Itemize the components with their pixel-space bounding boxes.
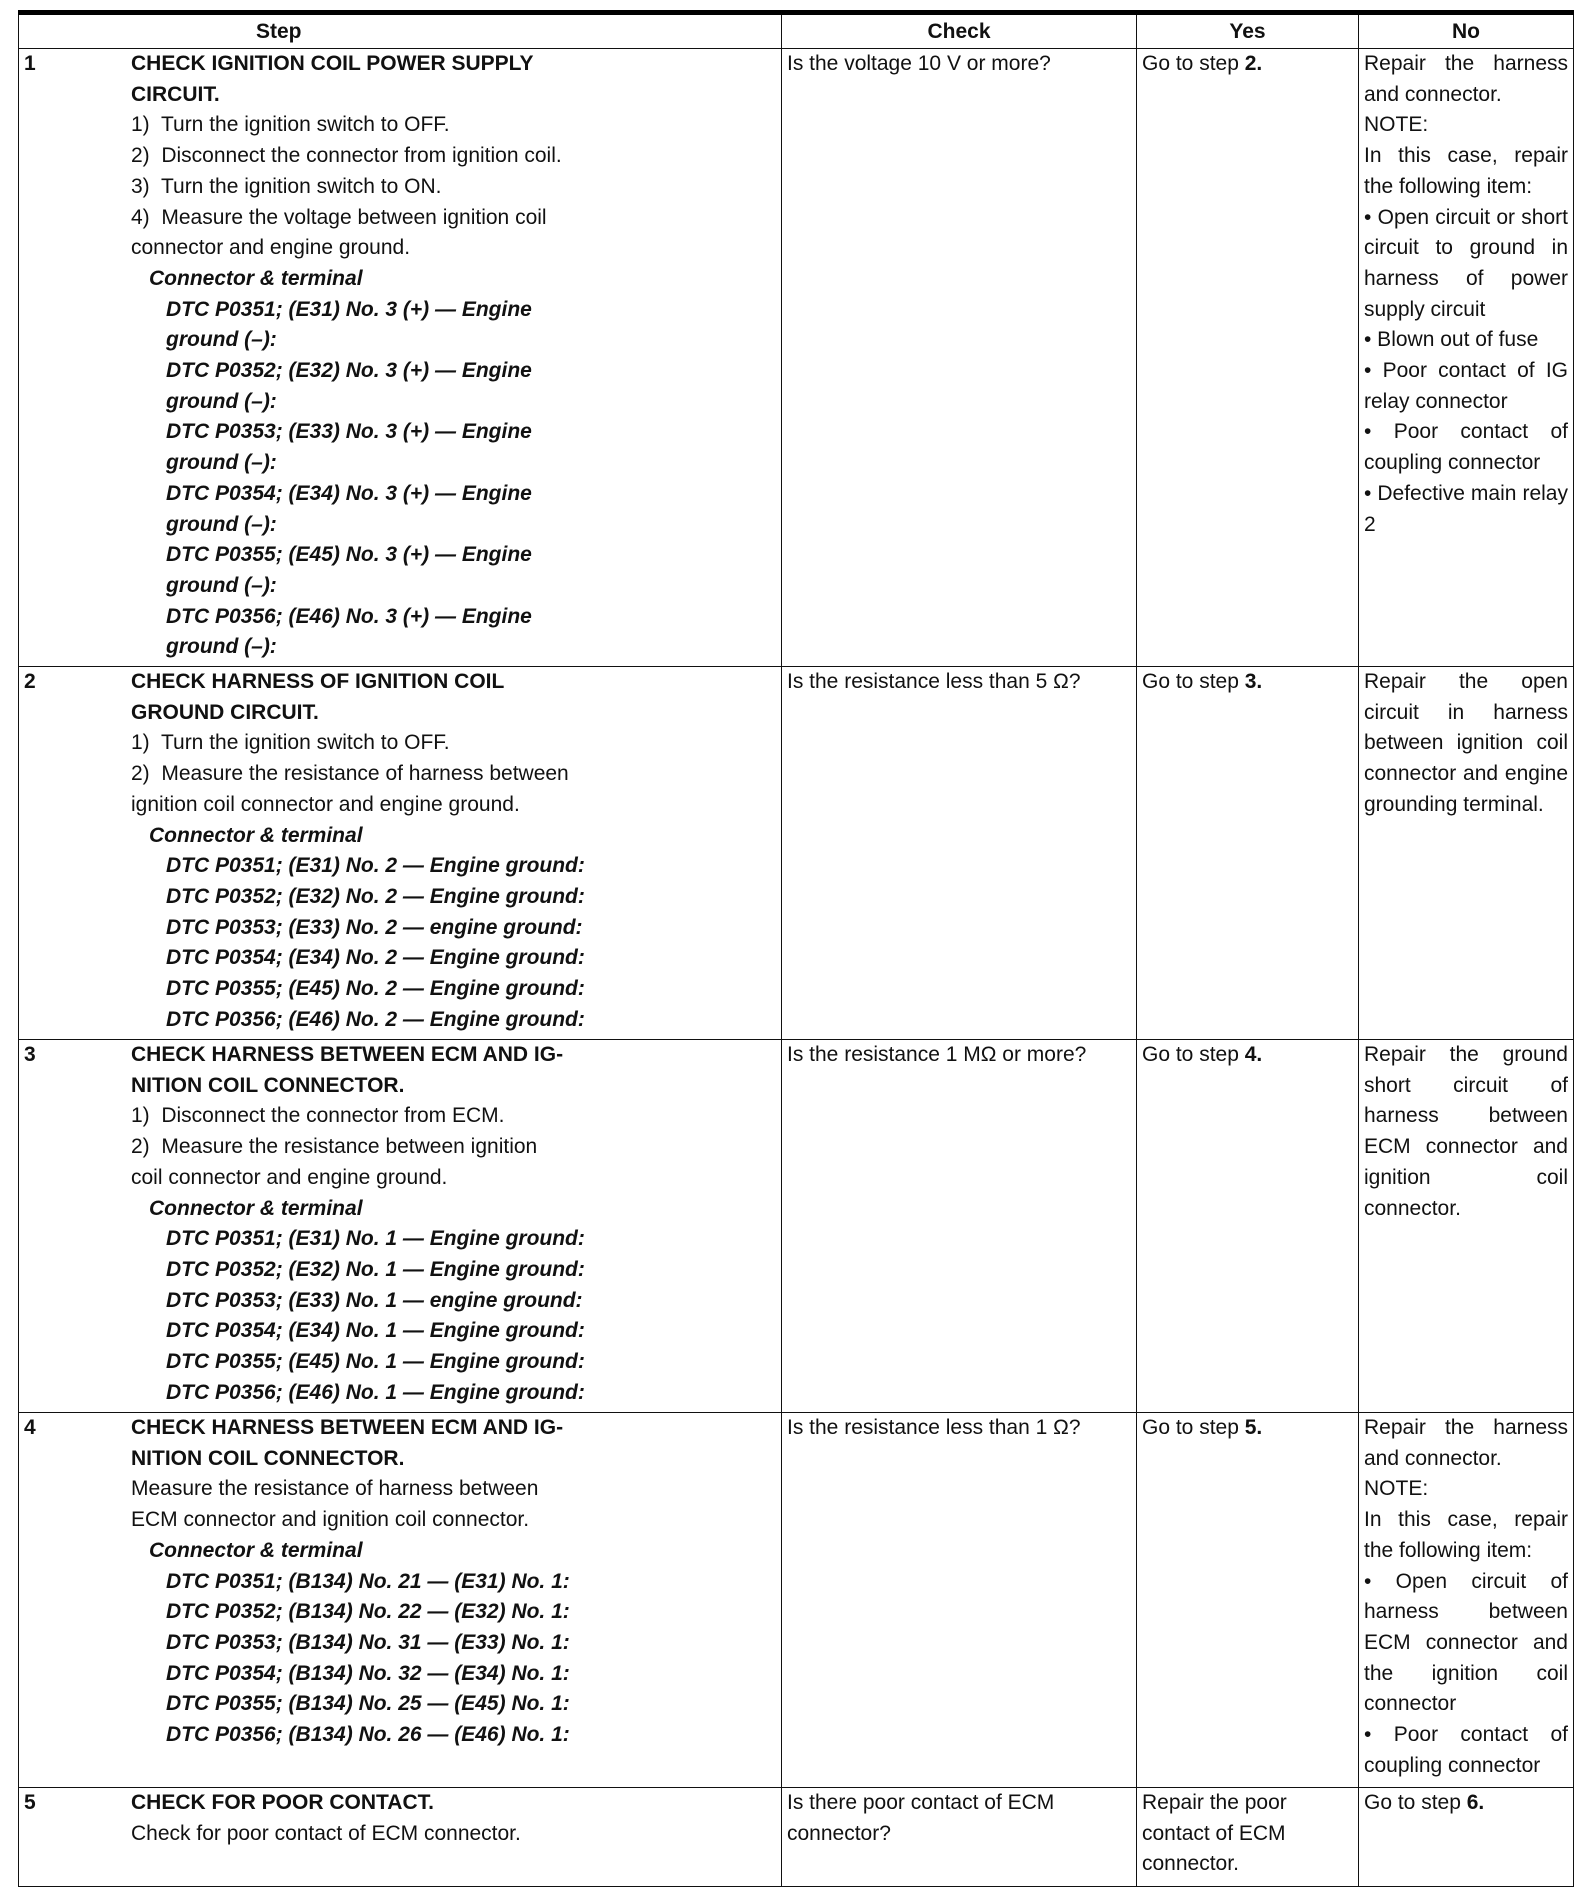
yes-action: Go to step 4.: [1142, 1043, 1263, 1066]
step-text-cell: [131, 1040, 782, 1413]
no-action-paragraph: In this case, repair the following item:: [1364, 144, 1568, 198]
connector-terminal-label: Connector & terminal: [149, 1196, 363, 1220]
step-suffix: .: [1478, 1791, 1485, 1814]
no-action-paragraph: • Poor contact of coupling connector: [1364, 420, 1568, 475]
yes-action: Go to step 3.: [1142, 670, 1263, 693]
dtc-terminal-line: DTC P0352; (E32) No. 3 (+) — Engine ground (–):: [166, 359, 532, 413]
dtc-terminal-line: DTC P0351; (B134) No. 21 — (E31) No. 1:: [166, 1569, 570, 1593]
step-title: CHECK FOR POOR CONTACT.: [131, 1791, 434, 1814]
step-title: CHECK HARNESS OF IGNITION COIL GROUND CIRCUIT.: [131, 670, 505, 724]
header-step: Step: [131, 13, 782, 49]
dtc-terminal-line: DTC P0355; (E45) No. 1 — Engine ground:: [166, 1350, 585, 1374]
dtc-terminal-line: DTC P0356; (E46) No. 1 — Engine ground:: [166, 1380, 585, 1404]
step-instruction: 2) Measure the resistance of harness between ignition coil connector and engine ground.: [131, 762, 569, 816]
dtc-terminal-line: DTC P0351; (E31) No. 1 — Engine ground:: [166, 1227, 585, 1251]
connector-terminal-label: Connector & terminal: [149, 1538, 363, 1562]
dtc-terminal-line: DTC P0352; (B134) No. 22 — (E32) No. 1:: [166, 1600, 570, 1624]
dtc-terminal-line: DTC P0354; (E34) No. 3 (+) — Engine ground (–):: [166, 481, 532, 536]
dtc-terminal-line: DTC P0355; (E45) No. 3 (+) — Engine ground (–):: [166, 543, 532, 597]
yes-action: Go to step 2.: [1142, 52, 1263, 75]
no-action-paragraph: In this case, repair the following item:: [1364, 1508, 1568, 1562]
dtc-terminal-line: DTC P0353; (B134) No. 31 — (E33) No. 1:: [166, 1630, 570, 1654]
step-instruction: 2) Measure the resistance between ignition coil connector and engine ground.: [131, 1135, 538, 1189]
yes-action: Repair the poor contact of ECM connector.: [1142, 1791, 1293, 1876]
step-number: 4: [1244, 1043, 1257, 1066]
no-action-paragraph: Repair the open circuit in harness between ignition coil connector and engine grounding terminal.: [1364, 670, 1568, 816]
connector-terminal-label: Connector & terminal: [149, 823, 363, 847]
dtc-terminal-line: DTC P0354; (B134) No. 32 — (E34) No. 1:: [166, 1661, 570, 1685]
table-row: [19, 1413, 1574, 1788]
dtc-terminal-line: DTC P0352; (E32) No. 1 — Engine ground:: [166, 1257, 585, 1281]
dtc-terminal-line: DTC P0354; (E34) No. 2 — Engine ground:: [166, 946, 585, 970]
dtc-terminal-line: DTC P0353; (E33) No. 1 — engine ground:: [166, 1288, 583, 1312]
dtc-terminal-line: DTC P0351; (E31) No. 2 — Engine ground:: [166, 854, 585, 878]
step-title: CHECK HARNESS BETWEEN ECM AND IG- NITION COIL CONNECTOR.: [131, 1416, 564, 1470]
dtc-terminal-line: DTC P0353; (E33) No. 2 — engine ground:: [166, 915, 583, 939]
table-body: [19, 49, 1574, 1887]
table-row: [19, 1040, 1574, 1413]
dtc-terminal-line: DTC P0356; (B134) No. 26 — (E46) No. 1:: [166, 1723, 570, 1747]
diagnostic-table: [18, 10, 1574, 1887]
step-instruction: 1) Turn the ignition switch to OFF.: [131, 113, 450, 137]
no-action-paragraph: • Blown out of fuse: [1364, 328, 1539, 352]
no-action-paragraph: Repair the harness and connector.: [1364, 1416, 1568, 1470]
no-action-paragraph: • Open circuit or short circuit to ground in harness of power supply circuit: [1364, 205, 1568, 321]
check-cell: Is the resistance 1 MΩ or more?: [782, 1040, 1137, 1413]
step-text-cell: [131, 49, 782, 667]
no-cell: [1359, 1788, 1574, 1887]
no-cell: [1359, 1040, 1574, 1413]
dtc-terminal-line: DTC P0356; (E46) No. 2 — Engine ground:: [166, 1007, 585, 1031]
no-action-paragraph: • Poor contact of coupling connector: [1364, 1723, 1568, 1777]
no-cell: [1359, 49, 1574, 667]
dtc-terminal-line: DTC P0352; (E32) No. 2 — Engine ground:: [166, 884, 585, 908]
no-action-paragraph: • Poor contact of IG relay connector: [1364, 359, 1568, 413]
step-number-cell: 4: [19, 1413, 132, 1788]
step-text-cell: [131, 1413, 782, 1788]
check-cell: Is the resistance less than 5 Ω?: [782, 667, 1137, 1040]
step-title: CHECK HARNESS BETWEEN ECM AND IG- NITION COIL CONNECTOR.: [131, 1043, 564, 1097]
step-text-cell: [131, 667, 782, 1040]
check-cell: Is there poor contact of ECM connector?: [782, 1788, 1137, 1887]
step-suffix: .: [1256, 1043, 1263, 1066]
step-instruction: Check for poor contact of ECM connector.: [131, 1821, 521, 1845]
dtc-terminal-line: DTC P0355; (E45) No. 2 — Engine ground:: [166, 977, 585, 1001]
step-number: 2: [1244, 52, 1257, 75]
table-header-row: [19, 13, 1574, 49]
no-action-paragraph: Repair the ground short circuit of harness between ECM connector and ignition coil connector.: [1364, 1043, 1568, 1220]
header-check: Check: [782, 13, 1137, 49]
step-instruction: 1) Disconnect the connector from ECM.: [131, 1104, 505, 1128]
yes-cell: [1137, 49, 1359, 667]
yes-cell: [1137, 667, 1359, 1040]
step-number: 6: [1466, 1791, 1479, 1814]
dtc-terminal-line: DTC P0353; (E33) No. 3 (+) — Engine ground (–):: [166, 420, 532, 475]
step-number-cell: 5: [19, 1788, 132, 1887]
no-action-paragraph: NOTE:: [1364, 113, 1429, 137]
step-instruction: 4) Measure the voltage between ignition coil connector and engine ground.: [131, 205, 547, 260]
step-suffix: .: [1256, 670, 1263, 693]
no-action-paragraph: • Open circuit of harness between ECM connector and the ignition coil connector: [1364, 1569, 1568, 1716]
step-instruction: 2) Disconnect the connector from ignition coil.: [131, 144, 562, 168]
yes-cell: [1137, 1040, 1359, 1413]
table-row: [19, 1788, 1574, 1887]
check-cell: Is the resistance less than 1 Ω?: [782, 1413, 1137, 1788]
step-instruction: Measure the resistance of harness between ECM connector and ignition coil connector.: [131, 1477, 539, 1532]
header-yes: Yes: [1137, 13, 1359, 49]
header-no: No: [1359, 13, 1574, 49]
yes-action: Go to step 5.: [1142, 1416, 1263, 1439]
table-row: [19, 667, 1574, 1040]
step-suffix: .: [1256, 1416, 1263, 1439]
step-number: 3: [1244, 670, 1257, 693]
check-cell: Is the voltage 10 V or more?: [782, 49, 1137, 667]
no-action-paragraph: NOTE:: [1364, 1477, 1429, 1501]
dtc-terminal-line: DTC P0356; (E46) No. 3 (+) — Engine ground (–):: [166, 604, 532, 659]
step-title: CHECK IGNITION COIL POWER SUPPLY CIRCUIT.: [131, 52, 534, 106]
connector-terminal-label: Connector & terminal: [149, 266, 363, 290]
step-number: 5: [1244, 1416, 1257, 1439]
step-number-cell: 1: [19, 49, 132, 667]
step-instruction: 3) Turn the ignition switch to ON.: [131, 174, 442, 198]
step-suffix: .: [1256, 52, 1263, 75]
step-number-cell: 2: [19, 667, 132, 1040]
dtc-terminal-line: DTC P0355; (B134) No. 25 — (E45) No. 1:: [166, 1692, 570, 1716]
no-cell: [1359, 1413, 1574, 1788]
step-number-cell: 3: [19, 1040, 132, 1413]
step-instruction: 1) Turn the ignition switch to OFF.: [131, 731, 450, 755]
table-row: [19, 49, 1574, 667]
yes-cell: [1137, 1413, 1359, 1788]
yes-cell: [1137, 1788, 1359, 1887]
dtc-terminal-line: DTC P0354; (E34) No. 1 — Engine ground:: [166, 1319, 585, 1343]
step-text-cell: [131, 1788, 782, 1887]
no-action-paragraph: Repair the harness and connector.: [1364, 52, 1568, 106]
no-action-paragraph: • Defective main relay 2: [1364, 481, 1568, 536]
no-cell: [1359, 667, 1574, 1040]
no-action: Go to step 6.: [1364, 1791, 1485, 1814]
dtc-terminal-line: DTC P0351; (E31) No. 3 (+) — Engine ground (–):: [166, 297, 532, 352]
